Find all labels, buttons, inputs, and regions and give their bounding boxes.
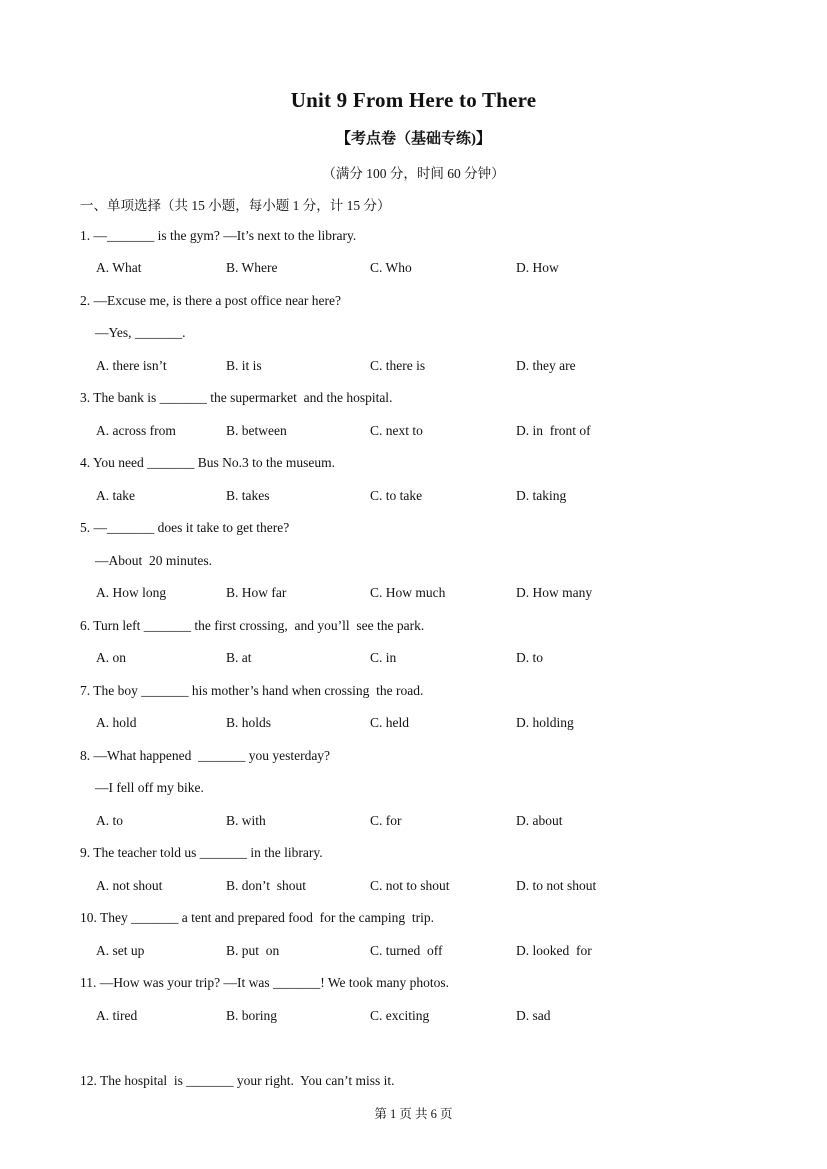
option-c: C. exciting	[370, 1008, 430, 1023]
option-d: D. taking	[516, 488, 567, 503]
option-c: C. How much	[370, 585, 446, 600]
option-b: B. between	[226, 423, 287, 438]
question-text: 6. Turn left _______ the first crossing, and you’ll see the park.	[80, 618, 425, 633]
option-a: A. set up	[96, 943, 145, 958]
option-c: C. for	[370, 813, 402, 828]
option-b: B. it is	[226, 358, 262, 373]
question-text: 10. They _______ a tent and prepared food for the camping trip.	[80, 910, 435, 925]
option-b: B. don’t shout	[226, 878, 307, 893]
question-text: 9. The teacher told us _______ in the library.	[80, 845, 323, 860]
option-d: D. holding	[516, 715, 574, 730]
question-text: 3. The bank is _______ the supermarket and the hospital.	[80, 390, 393, 405]
page-number: 第 1 页 共 6 页	[374, 1107, 453, 1121]
option-c: C. to take	[370, 488, 423, 503]
option-a: A. tired	[96, 1008, 138, 1023]
option-d: D. they are	[516, 358, 576, 373]
option-a: A. hold	[96, 715, 137, 730]
option-c: C. held	[370, 715, 409, 730]
option-d: D. to	[516, 650, 543, 665]
option-b: B. takes	[226, 488, 270, 503]
question-text: —I fell off my bike.	[95, 780, 204, 795]
option-a: A. What	[96, 260, 142, 275]
option-d: D. in front of	[516, 423, 591, 438]
exam-meta: （满分 100 分，时间 60 分钟）	[322, 166, 505, 181]
page-subtitle: 【考点卷（基础专练)】	[336, 131, 491, 147]
question-text: —Yes, _______.	[95, 325, 186, 340]
section-heading: 一、单项选择（共 15 小题，每小题 1 分，计 15 分）	[80, 198, 391, 213]
option-a: A. on	[96, 650, 126, 665]
option-b: B. boring	[226, 1008, 278, 1023]
option-b: B. put on	[226, 943, 280, 958]
question-text: —About 20 minutes.	[95, 553, 212, 568]
option-b: B. holds	[226, 715, 272, 730]
option-a: A. to	[96, 813, 123, 828]
option-b: B. with	[226, 813, 266, 828]
option-a: A. How long	[96, 585, 167, 600]
option-d: D. about	[516, 813, 563, 828]
option-a: A. there isn’t	[96, 358, 167, 373]
question-text: 4. You need _______ Bus No.3 to the museum.	[80, 455, 336, 470]
option-b: B. Where	[226, 260, 278, 275]
page-title: Unit 9 From Here to There	[290, 88, 537, 112]
option-c: C. not to shout	[370, 878, 450, 893]
question-text: 7. The boy _______ his mother’s hand when crossing the road.	[80, 683, 424, 698]
option-d: D. sad	[516, 1008, 551, 1023]
question-text: 11. —How was your trip? —It was _______! We took many photos.	[80, 975, 449, 990]
option-b: B. at	[226, 650, 252, 665]
option-a: A. not shout	[96, 878, 163, 893]
question-text: 8. —What happened _______ you yesterday?	[80, 748, 331, 763]
question-text: 2. —Excuse me, is there a post office near here?	[80, 293, 342, 308]
option-b: B. How far	[226, 585, 287, 600]
option-d: D. looked for	[516, 943, 592, 958]
option-c: C. Who	[370, 260, 412, 275]
option-c: C. turned off	[370, 943, 443, 958]
option-c: C. next to	[370, 423, 423, 438]
question-text: 12. The hospital is _______ your right. You can’t miss it.	[80, 1073, 395, 1088]
option-d: D. How many	[516, 585, 593, 600]
option-c: C. in	[370, 650, 397, 665]
option-d: D. How	[516, 260, 559, 275]
question-text: 5. —_______ does it take to get there?	[80, 520, 290, 535]
option-a: A. across from	[96, 423, 176, 438]
option-a: A. take	[96, 488, 135, 503]
option-c: C. there is	[370, 358, 426, 373]
option-d: D. to not shout	[516, 878, 597, 893]
question-text: 1. —_______ is the gym? —It’s next to the library.	[80, 228, 357, 243]
